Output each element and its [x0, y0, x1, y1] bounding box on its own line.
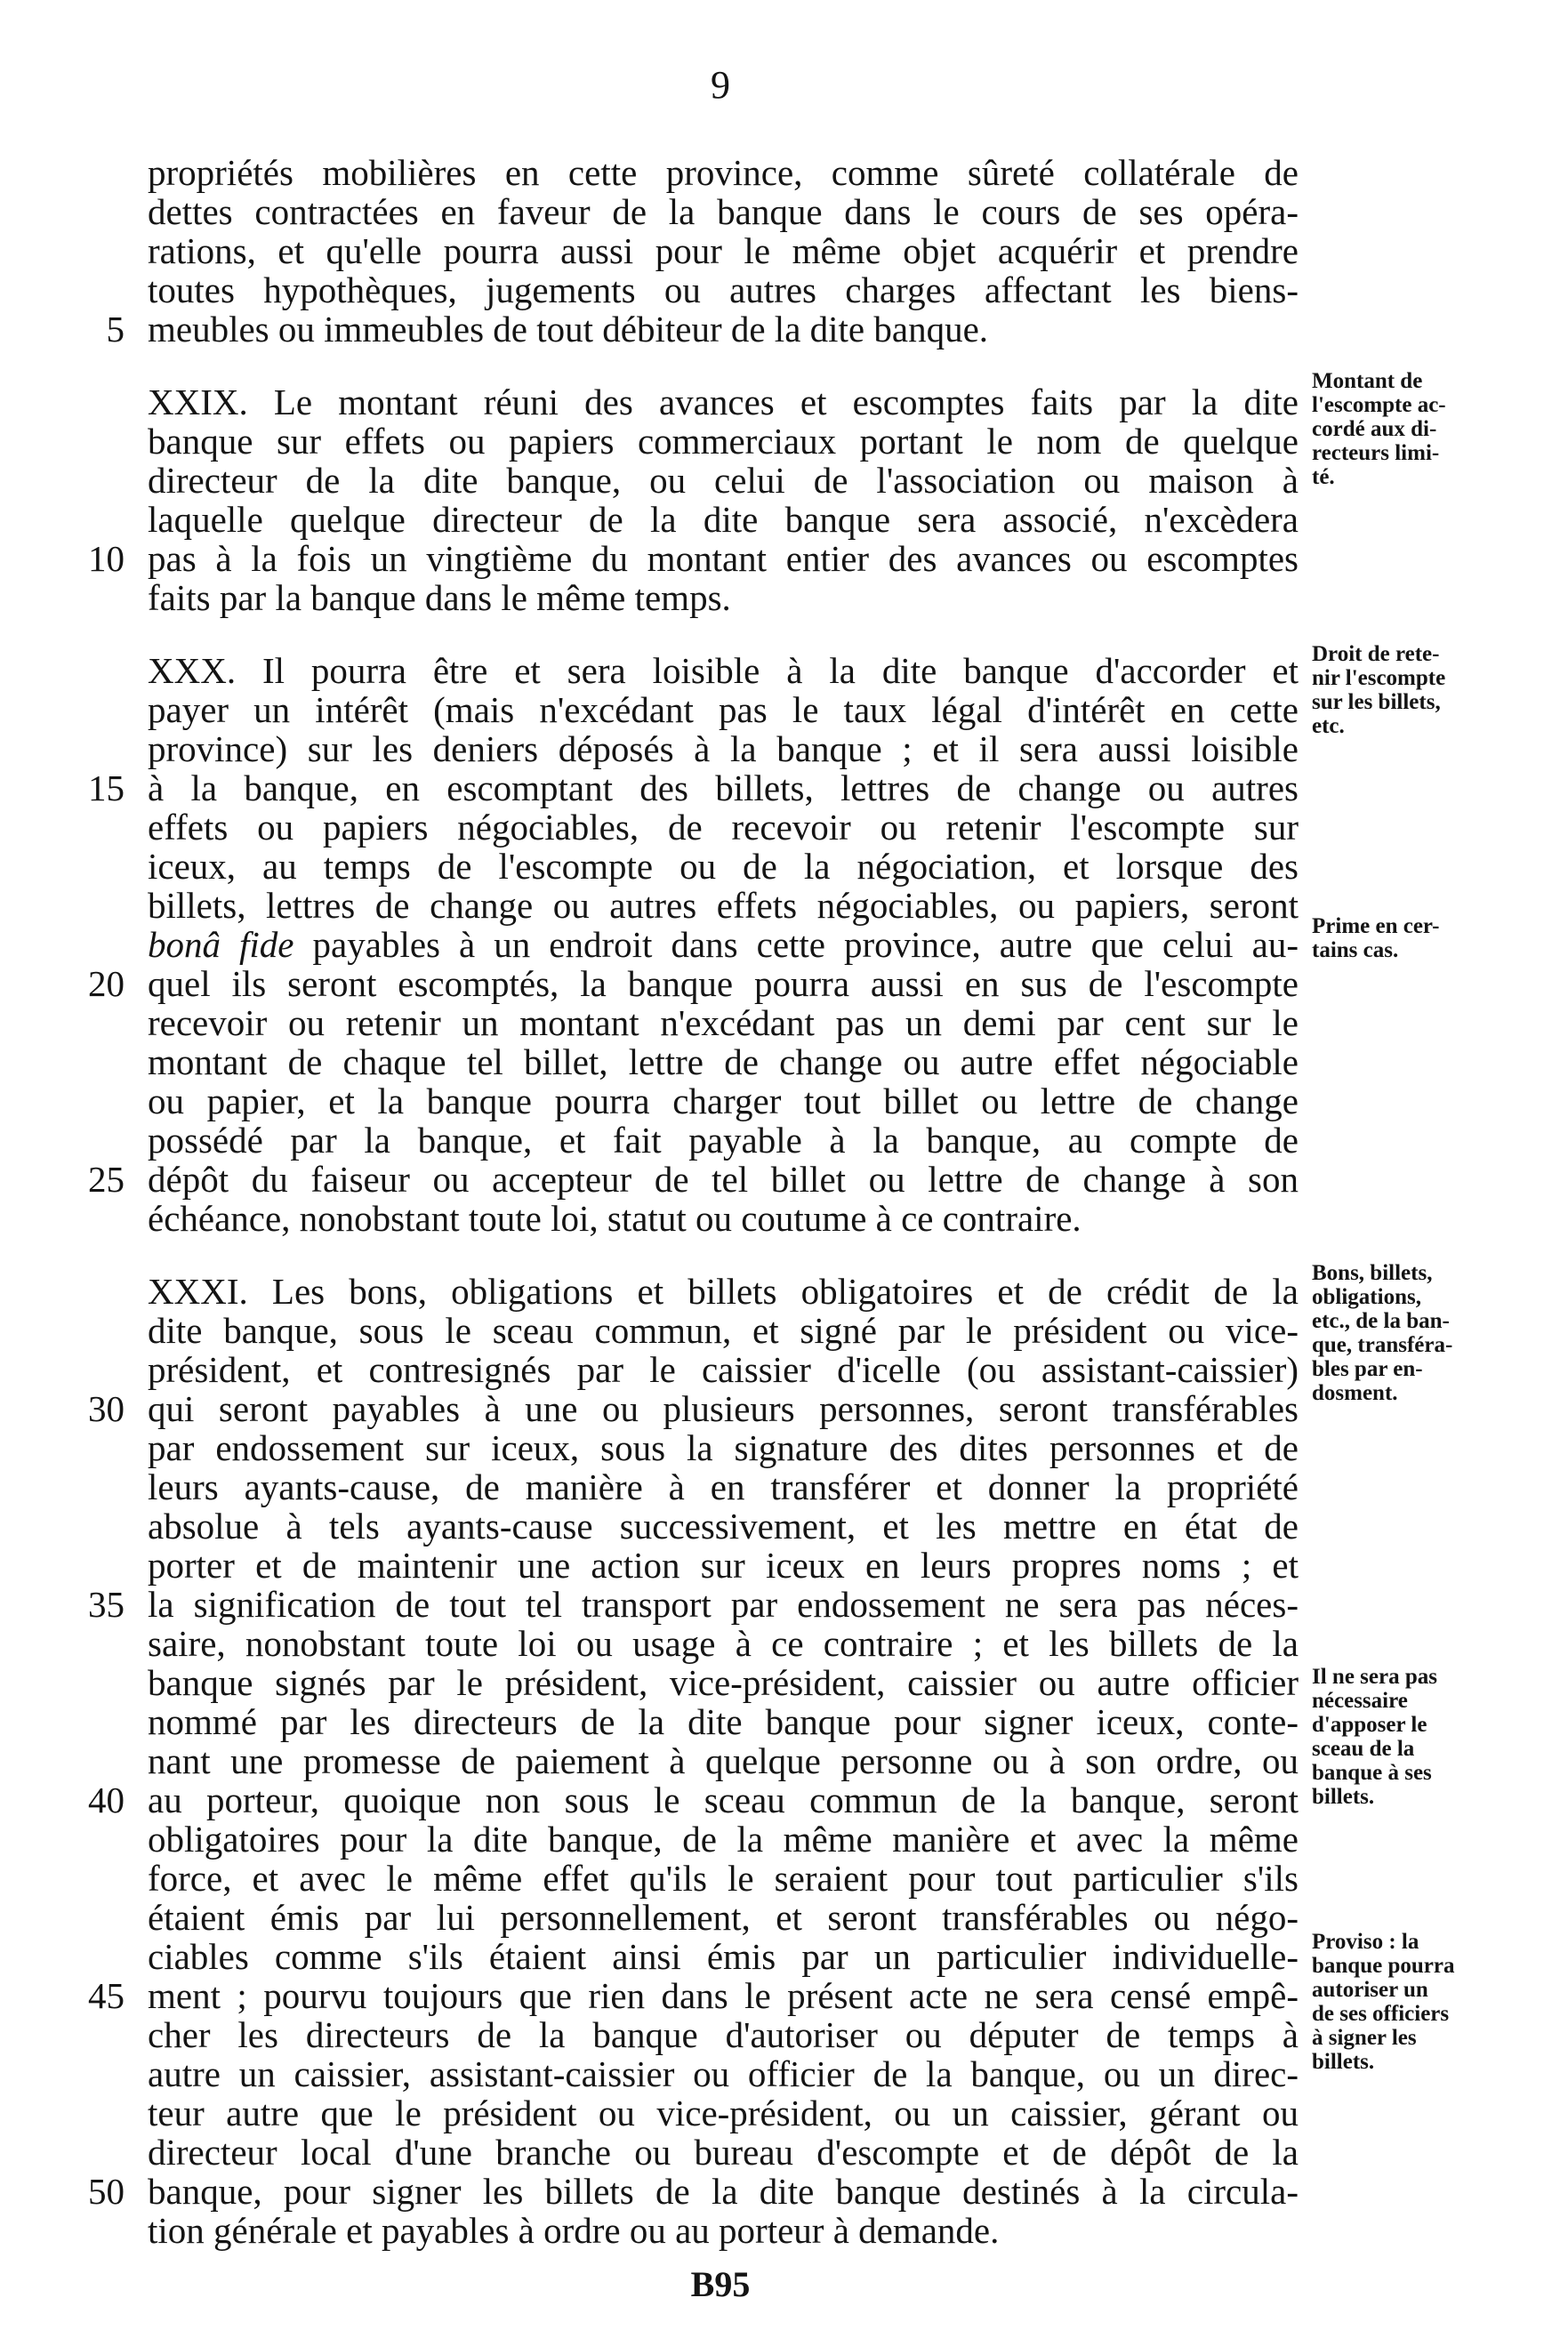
- margin-note-line: l'escompte ac-: [1312, 393, 1446, 417]
- text-line: teur autre que le président ou vice-président, ou un caissier, gérant ou: [148, 2093, 1299, 2133]
- text-line: recevoir ou retenir un montant n'excédant pas un demi par cent sur le: [148, 1002, 1299, 1043]
- text-line: [148, 925, 1299, 964]
- margin-note-line: etc.: [1312, 714, 1345, 738]
- line-number: 10: [88, 538, 125, 579]
- text-line: effets ou papiers négociables, de recevoir ou retenir l'escompte sur: [148, 807, 1299, 848]
- page-number: 9: [711, 63, 730, 107]
- text-line: province) sur les deniers déposés à la banque ; et il sera aussi loisible: [148, 728, 1299, 769]
- text-line: XXXI. Les bons, obligations et billets obligatoires et de crédit de la: [148, 1271, 1299, 1312]
- text-line: dite banque, sous le sceau commun, et signé par le président ou vice-: [148, 1310, 1299, 1351]
- text-line: XXX. Il pourra être et sera loisible à la dite banque d'accorder et: [148, 650, 1299, 691]
- margin-note-line: nir l'escompte: [1312, 666, 1446, 690]
- margin-note-line: Bons, billets,: [1312, 1261, 1433, 1285]
- text-line-rest: payables à un endroit dans cette province, autre que celui au-: [312, 924, 1299, 965]
- text-line: leurs ayants-cause, de manière à en transférer et donner la propriété: [148, 1466, 1299, 1507]
- line-number: 35: [88, 1584, 125, 1625]
- printer-signature: B95: [690, 2264, 751, 2304]
- text-line: autre un caissier, assistant-caissier ou officier de la banque, ou un direc-: [148, 2053, 1299, 2094]
- text-line: quel ils seront escomptés, la banque pourra aussi en sus de l'escompte: [148, 963, 1299, 1004]
- margin-note: [1312, 369, 1490, 489]
- text-line: meubles ou immeubles de tout débiteur de la dite banque.: [148, 309, 989, 349]
- text-line: dettes contractées en faveur de la banque dans le cours de ses opéra-: [148, 191, 1299, 232]
- text-line: pas à la fois un vingtième du montant entier des avances ou escomptes: [148, 538, 1299, 579]
- line-number: 30: [88, 1388, 125, 1429]
- text-line: président, et contresignés par le caissier d'icelle (ou assistant-caissier): [148, 1349, 1299, 1390]
- text-line: saire, nonobstant toute loi ou usage à ce contraire ; et les billets de la: [148, 1623, 1299, 1664]
- margin-note-line: bles par en-: [1312, 1357, 1423, 1381]
- line-number: 5: [106, 309, 125, 349]
- line-number: 20: [88, 963, 125, 1004]
- text-line: au porteur, quoique non sous le sceau commun de la banque, seront: [148, 1780, 1299, 1820]
- text-line: tion générale et payables à ordre ou au porteur à demande.: [148, 2210, 1000, 2251]
- text-line: banque sur effets ou papiers commerciaux portant le nom de quelque: [148, 421, 1299, 462]
- line-number: 15: [88, 767, 125, 808]
- margin-note-line: nécessaire: [1312, 1689, 1408, 1713]
- text-line: propriétés mobilières en cette province, comme sûreté collatérale de: [148, 152, 1299, 193]
- line-number: 40: [88, 1780, 125, 1820]
- margin-note-line: Prime en cer-: [1312, 914, 1440, 938]
- margin-note-line: Montant de: [1312, 369, 1423, 393]
- margin-note-line: recteurs limi-: [1312, 441, 1440, 465]
- margin-note-line: billets.: [1312, 2050, 1375, 2074]
- text-line: absolue à tels ayants-cause successivement, et les mettre en état de: [148, 1506, 1299, 1547]
- margin-note-line: d'apposer le: [1312, 1713, 1427, 1737]
- margin-note-line: cordé aux di-: [1312, 417, 1437, 441]
- text-line: banque, pour signer les billets de la dite banque destinés à la circula-: [148, 2171, 1299, 2212]
- text-line: par endossement sur iceux, sous la signature des dites personnes et de: [148, 1427, 1299, 1468]
- text-line: qui seront payables à une ou plusieurs personnes, seront transférables: [148, 1388, 1299, 1429]
- text-line: toutes hypothèques, jugements ou autres charges affectant les biens-: [148, 269, 1299, 310]
- text-line: billets, lettres de change ou autres effets négociables, ou papiers, seront: [148, 885, 1299, 926]
- margin-note-line: Il ne sera pas: [1312, 1665, 1437, 1689]
- text-line: force, et avec le même effet qu'ils le seraient pour tout particulier s'ils: [148, 1858, 1299, 1899]
- margin-note-line: Droit de rete-: [1312, 642, 1440, 666]
- margin-note-line: tains cas.: [1312, 938, 1399, 962]
- text-line: cher les directeurs de la banque d'autoriser ou députer de temps à: [148, 2014, 1299, 2055]
- margin-note-line: té.: [1312, 465, 1335, 489]
- text-line: dépôt du faiseur ou accepteur de tel billet ou lettre de change à son: [148, 1159, 1299, 1200]
- margin-note-line: de ses officiers: [1312, 2002, 1450, 2026]
- text-line: nant une promesse de paiement à quelque personne ou à son ordre, ou: [148, 1740, 1299, 1781]
- margin-note-line: sur les billets,: [1312, 690, 1441, 714]
- margin-note: [1312, 1261, 1490, 1405]
- margin-note: [1312, 1665, 1490, 1809]
- margin-note-line: autoriser un: [1312, 1978, 1428, 2002]
- italic-phrase: bonâ fide: [148, 924, 313, 965]
- text-line: directeur de la dite banque, ou celui de l'association ou maison à: [148, 460, 1299, 501]
- text-line: rations, et qu'elle pourra aussi pour le même objet acquérir et prendre: [148, 230, 1299, 271]
- text-line: à la banque, en escomptant des billets, lettres de change ou autres: [148, 767, 1299, 808]
- text-line: banque signés par le président, vice-président, caissier ou autre officier: [148, 1662, 1299, 1703]
- margin-note-line: billets.: [1312, 1785, 1375, 1809]
- text-line: iceux, au temps de l'escompte ou de la négociation, et lorsque des: [148, 846, 1299, 887]
- text-line: étaient émis par lui personnellement, et seront transférables ou négo-: [148, 1897, 1299, 1938]
- margin-note-line: Proviso : la: [1312, 1930, 1419, 1954]
- text-line: possédé par la banque, et fait payable à la banque, au compte de: [148, 1120, 1299, 1161]
- margin-note-line: etc., de la ban-: [1312, 1309, 1450, 1333]
- text-line: XXIX. Le montant réuni des avances et escomptes faits par la dite: [148, 382, 1299, 422]
- margin-note: [1312, 642, 1490, 738]
- text-line: la signification de tout tel transport par endossement ne sera pas néces-: [148, 1584, 1299, 1625]
- margin-note-line: banque à ses: [1312, 1761, 1432, 1785]
- text-line: ciables comme s'ils étaient ainsi émis par un particulier individuelle-: [148, 1936, 1299, 1977]
- text-line: directeur local d'une branche ou bureau d'escompte et de dépôt de la: [148, 2132, 1299, 2173]
- text-line: obligatoires pour la dite banque, de la même manière et avec la même: [148, 1819, 1299, 1860]
- text-line: ment ; pourvu toujours que rien dans le présent acte ne sera censé empê-: [148, 1975, 1299, 2016]
- margin-note-line: que, transféra-: [1312, 1333, 1453, 1357]
- margin-note-line: obligations,: [1312, 1285, 1421, 1309]
- text-line: porter et de maintenir une action sur iceux en leurs propres noms ; et: [148, 1545, 1299, 1586]
- text-line: payer un intérêt (mais n'excédant pas le taux légal d'intérêt en cette: [148, 689, 1299, 730]
- line-number: 25: [88, 1159, 125, 1200]
- line-number: 45: [88, 1975, 125, 2016]
- margin-note: [1312, 1930, 1490, 2074]
- text-line: nommé par les directeurs de la dite banque pour signer iceux, conte-: [148, 1701, 1299, 1742]
- margin-note-line: banque pourra: [1312, 1954, 1455, 1978]
- text-line: laquelle quelque directeur de la dite banque sera associé, n'excèdera: [148, 499, 1299, 540]
- text-line: montant de chaque tel billet, lettre de change ou autre effet négociable: [148, 1041, 1299, 1082]
- text-line: ou papier, et la banque pourra charger tout billet ou lettre de change: [148, 1081, 1299, 1121]
- text-line: faits par la banque dans le même temps.: [148, 577, 731, 618]
- text-line: échéance, nonobstant toute loi, statut ou coutume à ce contraire.: [148, 1198, 1082, 1239]
- margin-note-line: à signer les: [1312, 2026, 1417, 2050]
- margin-note-line: dosment.: [1312, 1381, 1398, 1405]
- margin-note: [1312, 914, 1490, 962]
- margin-note-line: sceau de la: [1312, 1737, 1415, 1761]
- line-number: 50: [88, 2171, 125, 2212]
